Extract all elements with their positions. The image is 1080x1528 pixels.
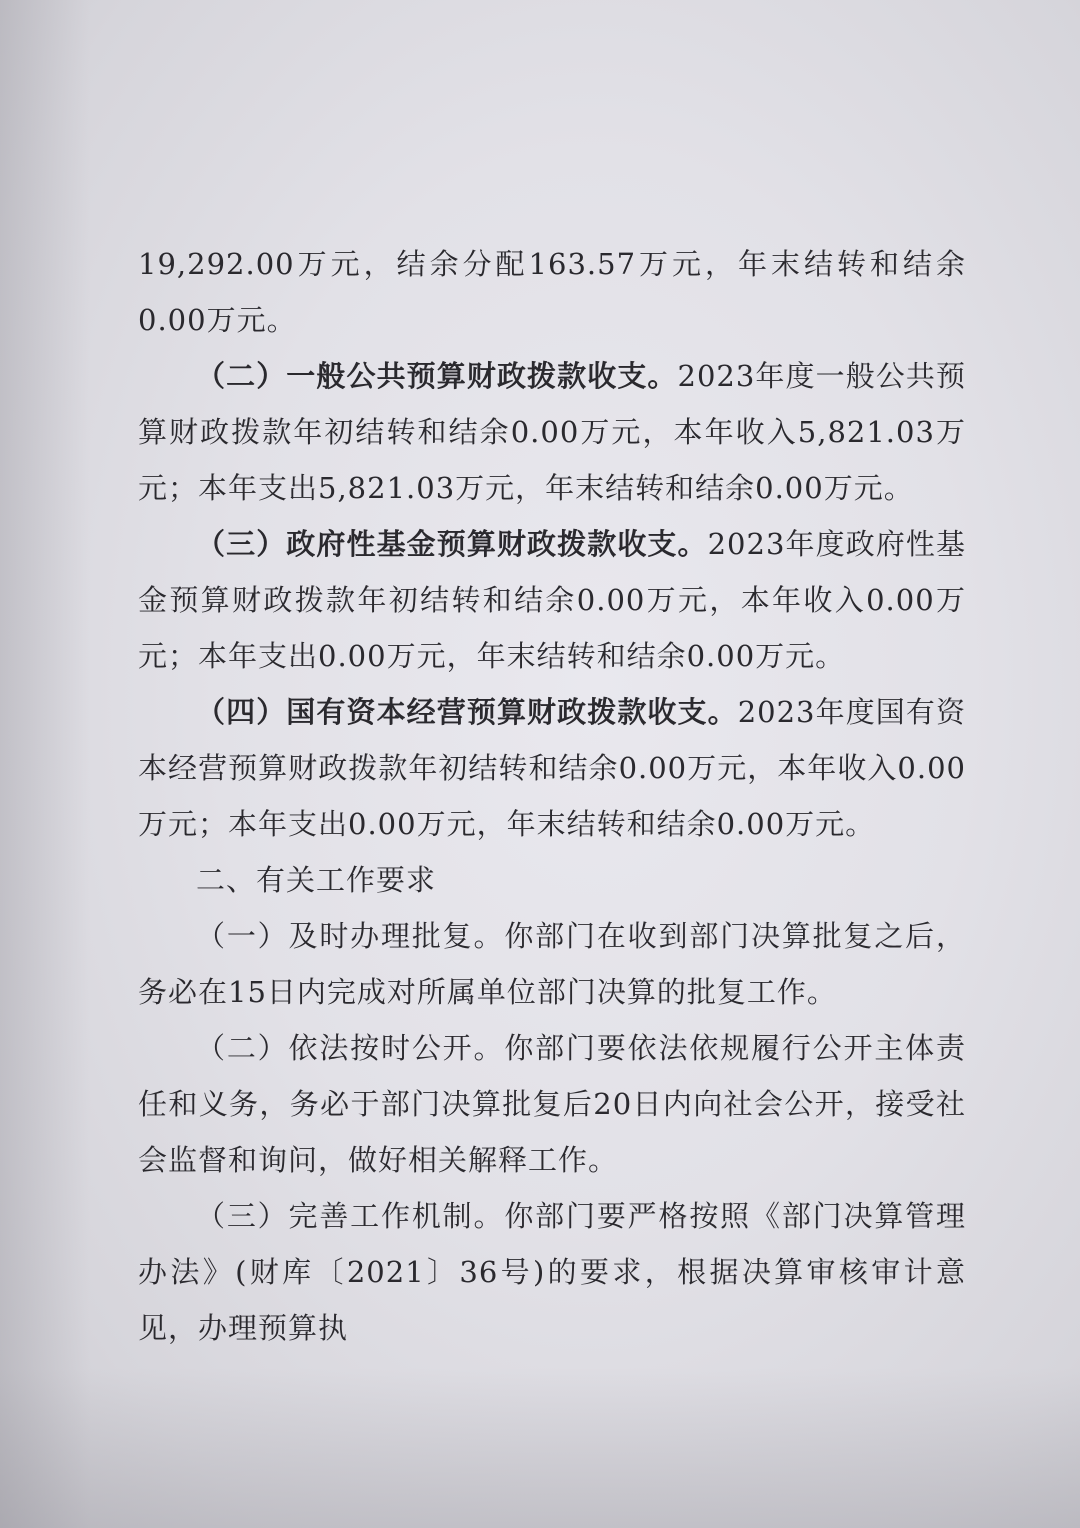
requirement-work-mechanism: （三）完善工作机制。你部门要严格按照《部门决算管理办法》(财库〔2021〕36号)的要求，根据决算审核审计意见，办理预算执 <box>138 1199 966 1345</box>
heading-work-requirements: 二、有关工作要求 <box>196 863 437 897</box>
section-body: 2023年度一般公共预算财政拨款年初结转和结余0.00万元，本年收入5,821.03万元；本年支出5,821.03万元，年末结转和结余0.00万元。 <box>138 359 966 505</box>
page-shadow-left <box>0 0 90 1528</box>
section-general-budget <box>138 348 966 516</box>
requirement-timely-approval: （一）及时办理批复。你部门在收到部门决算批复之后，务必在15日内完成对所属单位部门决算的批复工作。 <box>138 919 966 1009</box>
document-body <box>138 236 966 1356</box>
section-government-fund <box>138 516 966 684</box>
requirement-public-disclosure: （二）依法按时公开。你部门要依法依规履行公开主体责任和义务，务必于部门决算批复后20日内向社会公开，接受社会监督和询问，做好相关解释工作。 <box>138 1031 966 1177</box>
page-shadow-bottom <box>0 1368 1080 1528</box>
section-body: 2023年度政府性基金预算财政拨款年初结转和结余0.00万元，本年收入0.00万元；本年支出0.00万元，年末结转和结余0.00万元。 <box>138 527 966 673</box>
section-body: 2023年度国有资本经营预算财政拨款年初结转和结余0.00万元，本年收入0.00万元；本年支出0.00万元，年末结转和结余0.00万元。 <box>138 695 966 841</box>
intro-paragraph: 19,292.00万元，结余分配163.57万元，年末结转和结余0.00万元。 <box>138 247 966 337</box>
section-title: （二）一般公共预算财政拨款收支。 <box>196 359 678 393</box>
section-state-capital <box>138 684 966 852</box>
section-title: （四）国有资本经营预算财政拨款收支。 <box>196 695 738 729</box>
section-title: （三）政府性基金预算财政拨款收支。 <box>196 527 708 561</box>
